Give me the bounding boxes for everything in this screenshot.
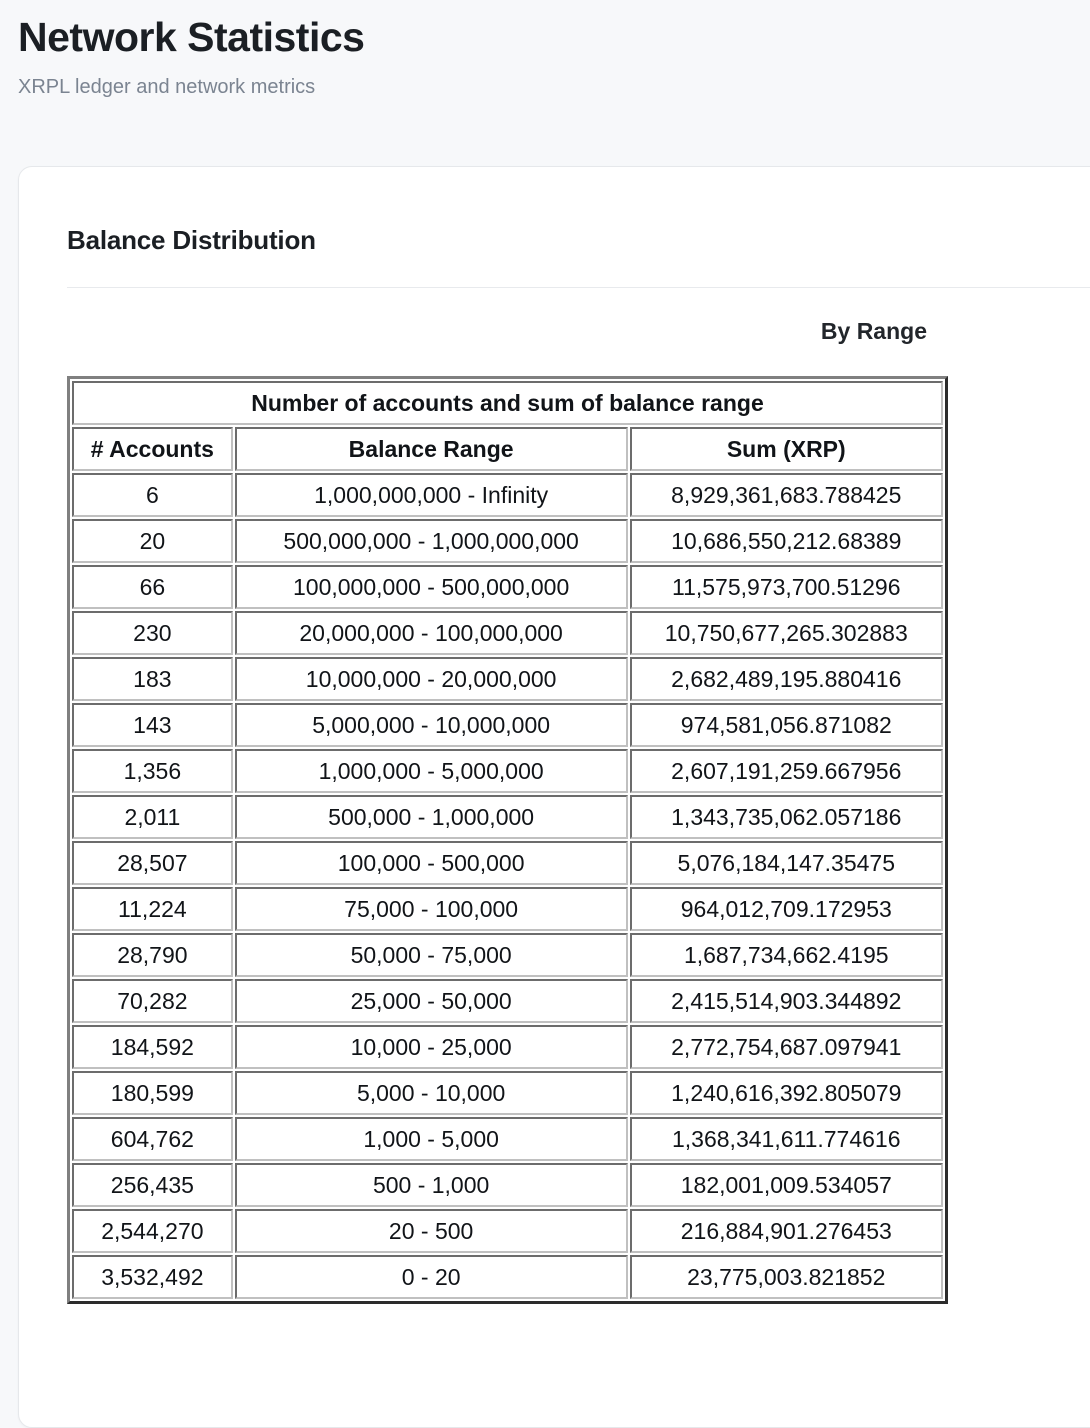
cell-accounts: 256,435	[72, 1163, 233, 1207]
table-row	[72, 1025, 943, 1069]
chart-caption-by-range: By Range	[820, 318, 927, 344]
cell-balance-range: 10,000,000 - 20,000,000	[235, 657, 628, 701]
balance-distribution-table	[67, 376, 948, 1304]
cell-balance-range: 20 - 500	[235, 1209, 628, 1253]
cell-sum-xrp: 964,012,709.172953	[630, 887, 943, 931]
cell-sum-xrp: 5,076,184,147.35475	[630, 841, 943, 885]
table-row	[72, 703, 943, 747]
balance-distribution-card	[18, 166, 1090, 1428]
cell-accounts: 230	[72, 611, 233, 655]
cell-accounts: 143	[72, 703, 233, 747]
table-row	[72, 1071, 943, 1115]
table-row	[72, 565, 943, 609]
cell-sum-xrp: 1,343,735,062.057186	[630, 795, 943, 839]
cell-balance-range: 100,000,000 - 500,000,000	[235, 565, 628, 609]
cell-accounts: 604,762	[72, 1117, 233, 1161]
cell-balance-range: 25,000 - 50,000	[235, 979, 628, 1023]
cell-sum-xrp: 23,775,003.821852	[630, 1255, 943, 1299]
table-row	[72, 1163, 943, 1207]
cell-accounts: 70,282	[72, 979, 233, 1023]
table-row	[72, 841, 943, 885]
cell-balance-range: 20,000,000 - 100,000,000	[235, 611, 628, 655]
cell-sum-xrp: 11,575,973,700.51296	[630, 565, 943, 609]
cell-balance-range: 0 - 20	[235, 1255, 628, 1299]
chart-caption-row	[19, 318, 1090, 345]
cell-sum-xrp: 182,001,009.534057	[630, 1163, 943, 1207]
cell-balance-range: 100,000 - 500,000	[235, 841, 628, 885]
table-body	[72, 473, 943, 1299]
cell-accounts: 28,790	[72, 933, 233, 977]
cell-accounts: 6	[72, 473, 233, 517]
cell-sum-xrp: 2,682,489,195.880416	[630, 657, 943, 701]
table-row	[72, 795, 943, 839]
balance-table-wrapper	[67, 376, 1090, 1304]
cell-sum-xrp: 1,687,734,662.4195	[630, 933, 943, 977]
cell-accounts: 1,356	[72, 749, 233, 793]
cell-accounts: 184,592	[72, 1025, 233, 1069]
table-row	[72, 657, 943, 701]
cell-balance-range: 5,000,000 - 10,000,000	[235, 703, 628, 747]
table-row	[72, 979, 943, 1023]
card-header	[19, 167, 1090, 256]
page-subtitle: XRPL ledger and network metrics	[18, 76, 316, 99]
cell-balance-range: 5,000 - 10,000	[235, 1071, 628, 1115]
table-title-row	[72, 381, 943, 425]
page-header	[0, 0, 1090, 99]
table-row	[72, 519, 943, 563]
cell-accounts: 66	[72, 565, 233, 609]
cell-accounts: 20	[72, 519, 233, 563]
table-row	[72, 1117, 943, 1161]
cell-sum-xrp: 10,750,677,265.302883	[630, 611, 943, 655]
cell-accounts: 2,544,270	[72, 1209, 233, 1253]
table-row	[72, 1209, 943, 1253]
cell-balance-range: 500 - 1,000	[235, 1163, 628, 1207]
cell-sum-xrp: 1,240,616,392.805079	[630, 1071, 943, 1115]
column-header-accounts: # Accounts	[72, 427, 233, 471]
table-row	[72, 933, 943, 977]
cell-sum-xrp: 974,581,056.871082	[630, 703, 943, 747]
table-header-row	[72, 427, 943, 471]
cell-balance-range: 10,000 - 25,000	[235, 1025, 628, 1069]
column-header-sum-xrp: Sum (XRP)	[630, 427, 943, 471]
cell-accounts: 28,507	[72, 841, 233, 885]
cell-accounts: 3,532,492	[72, 1255, 233, 1299]
cell-balance-range: 1,000,000,000 - Infinity	[235, 473, 628, 517]
cell-sum-xrp: 2,772,754,687.097941	[630, 1025, 943, 1069]
cell-sum-xrp: 10,686,550,212.68389	[630, 519, 943, 563]
cell-balance-range: 50,000 - 75,000	[235, 933, 628, 977]
cell-balance-range: 500,000,000 - 1,000,000,000	[235, 519, 628, 563]
cell-balance-range: 500,000 - 1,000,000	[235, 795, 628, 839]
table-row	[72, 473, 943, 517]
cell-sum-xrp: 2,415,514,903.344892	[630, 979, 943, 1023]
cell-accounts: 11,224	[72, 887, 233, 931]
cell-balance-range: 1,000,000 - 5,000,000	[235, 749, 628, 793]
cell-balance-range: 1,000 - 5,000	[235, 1117, 628, 1161]
table-row	[72, 611, 943, 655]
column-header-balance-range: Balance Range	[235, 427, 628, 471]
table-row	[72, 887, 943, 931]
cell-sum-xrp: 216,884,901.276453	[630, 1209, 943, 1253]
cell-sum-xrp: 2,607,191,259.667956	[630, 749, 943, 793]
table-title-cell: Number of accounts and sum of balance range	[72, 381, 943, 425]
table-head	[72, 381, 943, 471]
table-row	[72, 1255, 943, 1299]
cell-accounts: 183	[72, 657, 233, 701]
cell-sum-xrp: 8,929,361,683.788425	[630, 473, 943, 517]
cell-balance-range: 75,000 - 100,000	[235, 887, 628, 931]
card-title: Balance Distribution	[67, 225, 316, 255]
page-title: Network Statistics	[18, 14, 365, 60]
cell-accounts: 180,599	[72, 1071, 233, 1115]
table-row	[72, 749, 943, 793]
card-divider	[67, 287, 1090, 288]
cell-sum-xrp: 1,368,341,611.774616	[630, 1117, 943, 1161]
cell-accounts: 2,011	[72, 795, 233, 839]
